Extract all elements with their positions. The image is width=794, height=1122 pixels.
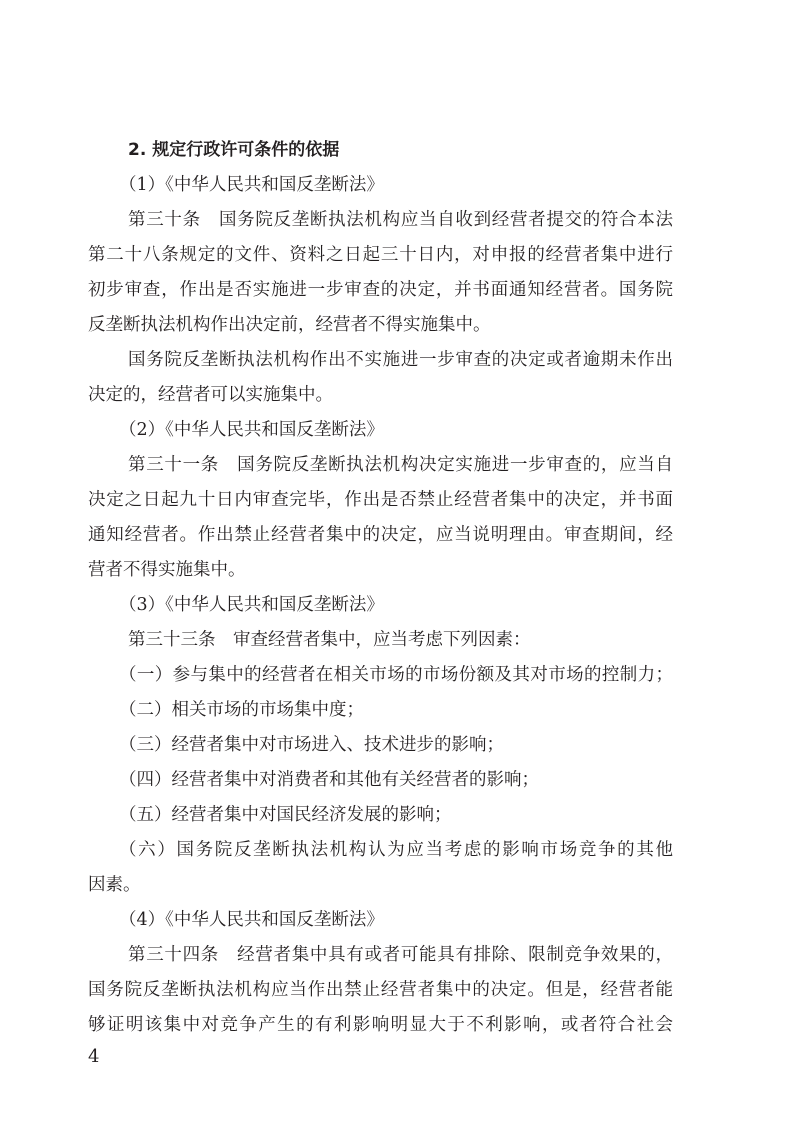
article-34-line-1: 第三十四条 经营者集中具有或者可能具有排除、限制竞争效果的， bbox=[128, 945, 673, 965]
article-33-item-2: （二）相关市场的市场集中度； bbox=[119, 700, 364, 720]
law-reference-4: （4）《中华人民共和国反垄断法》 bbox=[119, 910, 384, 930]
article-31-line-3: 通知经营者。作出禁止经营者集中的决定，应当说明理由。审查期间，经 bbox=[88, 525, 673, 545]
page-number: 4 bbox=[88, 1046, 100, 1067]
article-30-line-1: 第三十条 国务院反垄断执法机构应当自收到经营者提交的符合本法 bbox=[128, 210, 673, 230]
article-30-para2-line-1: 国务院反垄断执法机构作出不实施进一步审查的决定或者逾期未作出 bbox=[128, 350, 673, 370]
article-33-item-4: （四）经营者集中对消费者和其他有关经营者的影响； bbox=[119, 770, 539, 790]
article-33-item-3: （三）经营者集中对市场进入、技术进步的影响； bbox=[119, 735, 504, 755]
article-33-item-6-line-1: （六）国务院反垄断执法机构认为应当考虑的影响市场竞争的其他 bbox=[119, 840, 673, 860]
law-reference-3: （3）《中华人民共和国反垄断法》 bbox=[119, 595, 384, 615]
article-33-intro: 第三十三条 审查经营者集中，应当考虑下列因素： bbox=[128, 630, 531, 650]
article-30-para2-line-2: 决定的，经营者可以实施集中。 bbox=[88, 385, 333, 405]
article-30-line-3: 初步审查，作出是否实施进一步审查的决定，并书面通知经营者。国务院 bbox=[88, 280, 673, 300]
article-33-item-5: （五）经营者集中对国民经济发展的影响； bbox=[119, 805, 452, 825]
article-31-line-4: 营者不得实施集中。 bbox=[88, 560, 246, 580]
article-33-item-1: （一）参与集中的经营者在相关市场的市场份额及其对市场的控制力； bbox=[119, 665, 673, 685]
article-31-line-2: 决定之日起九十日内审查完毕，作出是否禁止经营者集中的决定，并书面 bbox=[88, 490, 673, 510]
law-reference-2: （2）《中华人民共和国反垄断法》 bbox=[119, 420, 384, 440]
article-34-line-3: 够证明该集中对竞争产生的有利影响明显大于不利影响，或者符合社会 bbox=[88, 1015, 673, 1035]
law-reference-1: （1）《中华人民共和国反垄断法》 bbox=[119, 175, 384, 195]
article-31-line-1: 第三十一条 国务院反垄断执法机构决定实施进一步审查的，应当自 bbox=[128, 455, 673, 475]
article-34-line-2: 国务院反垄断执法机构应当作出禁止经营者集中的决定。但是，经营者能 bbox=[88, 980, 673, 1000]
article-30-line-2: 第二十八条规定的文件、资料之日起三十日内，对申报的经营者集中进行 bbox=[88, 245, 673, 265]
article-30-line-4: 反垄断执法机构作出决定前，经营者不得实施集中。 bbox=[88, 315, 491, 335]
article-33-item-6-line-2: 因素。 bbox=[88, 875, 141, 895]
section-heading: 2. 规定行政许可条件的依据 bbox=[128, 140, 340, 160]
